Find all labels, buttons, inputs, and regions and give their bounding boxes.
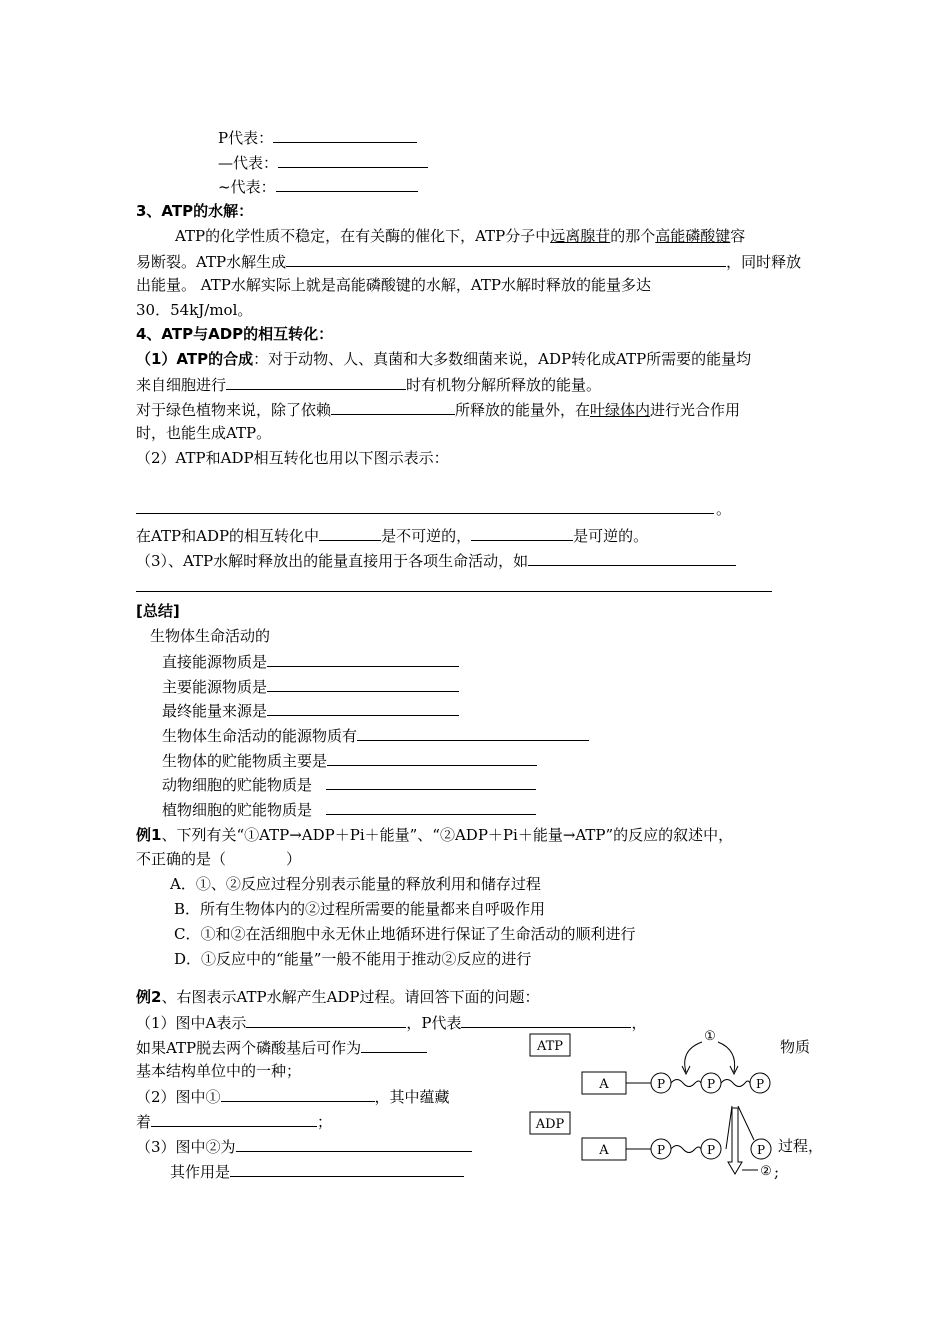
legend-dash: —代表： (218, 153, 428, 172)
ex2-q3-suffix: 过程， (778, 1137, 824, 1155)
s3-line2: 易断裂。ATP水解生成 ，同时释放 (136, 253, 802, 271)
blank-summary[interactable] (357, 726, 589, 741)
s3-line1: ATP的化学性质不稳定，在有关酶的催化下，ATP分子中远离腺苷的那个高能磷酸键容 (175, 227, 746, 245)
ex2-q1-suffix: 物质 (780, 1038, 811, 1056)
summary-item: 生物体的贮能物质主要是 (162, 751, 537, 770)
blank-summary[interactable] (327, 751, 537, 766)
branch-right (738, 1106, 754, 1140)
adp-high-energy-bond (671, 1146, 701, 1153)
s4-p1-line2: 来自细胞进行 时有机物分解所释放的能量。 (136, 376, 602, 394)
ex1-option[interactable]: C．①和②在活细胞中永无休止地循环进行保证了生命活动的顺利进行 (174, 925, 636, 943)
atp-adp-figure (520, 1024, 775, 1184)
summary-title: [总结] (136, 602, 180, 620)
blank-bond[interactable] (221, 1087, 375, 1102)
atp-phosphate-3-label: P (755, 1077, 765, 1091)
ex2-q2-line2: 着 ； (136, 1113, 333, 1131)
atp-phosphate-2-label: P (706, 1077, 716, 1091)
summary-item: 动物细胞的贮能物质是 (162, 775, 536, 794)
blank-process[interactable] (236, 1137, 472, 1152)
s4-p1-line1: （1）ATP的合成：对于动物、人、真菌和大多数细菌来说，ADP转化成ATP所需要的能量均 (136, 350, 752, 368)
section-4-title: 4、ATP与ADP的相互转化： (136, 325, 334, 343)
blank-p[interactable] (273, 128, 417, 143)
summary-item: 直接能源物质是 (162, 652, 459, 671)
pi-phosphate-label: P (756, 1143, 766, 1157)
blank-hydrolysis-products[interactable] (286, 252, 726, 267)
summary-item: 主要能源物质是 (162, 677, 459, 696)
blank-summary[interactable] (326, 775, 536, 790)
ex2-q2: （2）图中① ，其中蕴藏 (136, 1088, 450, 1106)
atp-adenosine-label: A (599, 1077, 609, 1092)
blank-contains[interactable] (151, 1112, 317, 1127)
blank-summary[interactable] (267, 677, 459, 692)
summary-item: 生物体生命活动的能源物质有 (162, 726, 589, 745)
s4-p2: （2）ATP和ADP相互转化也用以下图示表示： (136, 449, 449, 467)
blank-respiration[interactable] (226, 375, 406, 390)
ex1-option[interactable]: A．①、②反应过程分别表示能量的释放利用和储存过程 (170, 875, 541, 893)
atp-high-energy-bond-2 (721, 1080, 750, 1087)
mark-1: ① (704, 1029, 716, 1044)
adp-label: ADP (535, 1117, 565, 1132)
atp-phosphate-1-label: P (656, 1077, 666, 1091)
blank-conversion-diagram[interactable] (136, 513, 714, 514)
s4-reversibility: 在ATP和ADP的相互转化中 是不可逆的， 是可逆的。 (136, 527, 649, 545)
ex1-stem: 例1、下列有关“①ATP→ADP＋Pi＋能量”、“②ADP＋Pi＋能量→ATP”的反应的叙述中， (136, 826, 734, 844)
mark-2: ② (760, 1164, 772, 1179)
blank-substance[interactable] (361, 1038, 427, 1053)
blank-summary[interactable] (267, 701, 459, 716)
ex2-stem: 例2、右图表示ATP水解产生ADP过程。请回答下面的问题： (136, 988, 540, 1006)
adp-adenosine-label: A (599, 1143, 609, 1158)
blank-plant-energy[interactable] (331, 400, 455, 415)
ex2-q3-line2: 其作用是 (170, 1162, 464, 1181)
blank-reversible[interactable] (471, 526, 573, 541)
blank-a[interactable] (246, 1013, 406, 1028)
s4-p1-line3: 对于绿色植物来说，除了依赖 所释放的能量外，在叶绿体内进行光合作用 (136, 401, 741, 419)
summary-item: 最终能量来源是 (162, 701, 459, 720)
ex2-q1: （1）图中A表示 ，P代表 ， (136, 1014, 647, 1032)
ex2-q3: （3）图中②为 (136, 1137, 472, 1156)
blank-energy-use[interactable] (528, 551, 736, 566)
atp-high-energy-bond-1 (671, 1080, 701, 1087)
ex1-stem-2: 不正确的是（ ） (136, 850, 302, 868)
arrow-1-left (685, 1042, 702, 1072)
blank-function[interactable] (230, 1162, 464, 1177)
blank-dash[interactable] (278, 153, 428, 168)
summary-intro: 生物体生命活动的 (150, 627, 271, 645)
blank-summary[interactable] (267, 652, 459, 667)
atp-label: ATP (536, 1039, 564, 1054)
ex2-q1-line2: 如果ATP脱去两个磷酸基后可作为 (136, 1038, 427, 1057)
s3-line4: 30．54kJ/mol。 (136, 301, 253, 319)
blank-energy-use-cont[interactable] (136, 591, 772, 592)
ex2-q1-line3: 基本结构单位中的一种； (136, 1062, 302, 1080)
s4-p1-line4: 时，也能生成ATP。 (136, 424, 272, 442)
s4-p2-end: 。 (716, 500, 732, 518)
s3-line3: 出能量。 ATP水解实际上就是高能磷酸键的水解，ATP水解时释放的能量多达 (136, 276, 651, 294)
ex1-option[interactable]: D．①反应中的“能量”一般不能用于推动②反应的进行 (174, 950, 532, 968)
adp-phosphate-1-label: P (656, 1143, 666, 1157)
arrow-1-right (718, 1042, 735, 1072)
s4-p3: （3）、ATP水解时释放出的能量直接用于各项生命活动，如 (136, 551, 736, 570)
legend-p: P代表： (218, 128, 417, 147)
mark-2-suffix: ; (774, 1163, 780, 1181)
blank-tilde[interactable] (276, 177, 418, 192)
branch-left (726, 1106, 732, 1149)
ex1-option[interactable]: B．所有生物体内的②过程所需要的能量都来自呼吸作用 (174, 900, 546, 918)
adp-phosphate-2-label: P (706, 1143, 716, 1157)
summary-item: 植物细胞的贮能物质是 (162, 800, 536, 819)
blank-irreversible[interactable] (319, 526, 381, 541)
section-3-title: 3、ATP的水解： (136, 202, 254, 220)
legend-tilde: ~代表： (218, 177, 418, 196)
blank-summary[interactable] (326, 800, 536, 815)
